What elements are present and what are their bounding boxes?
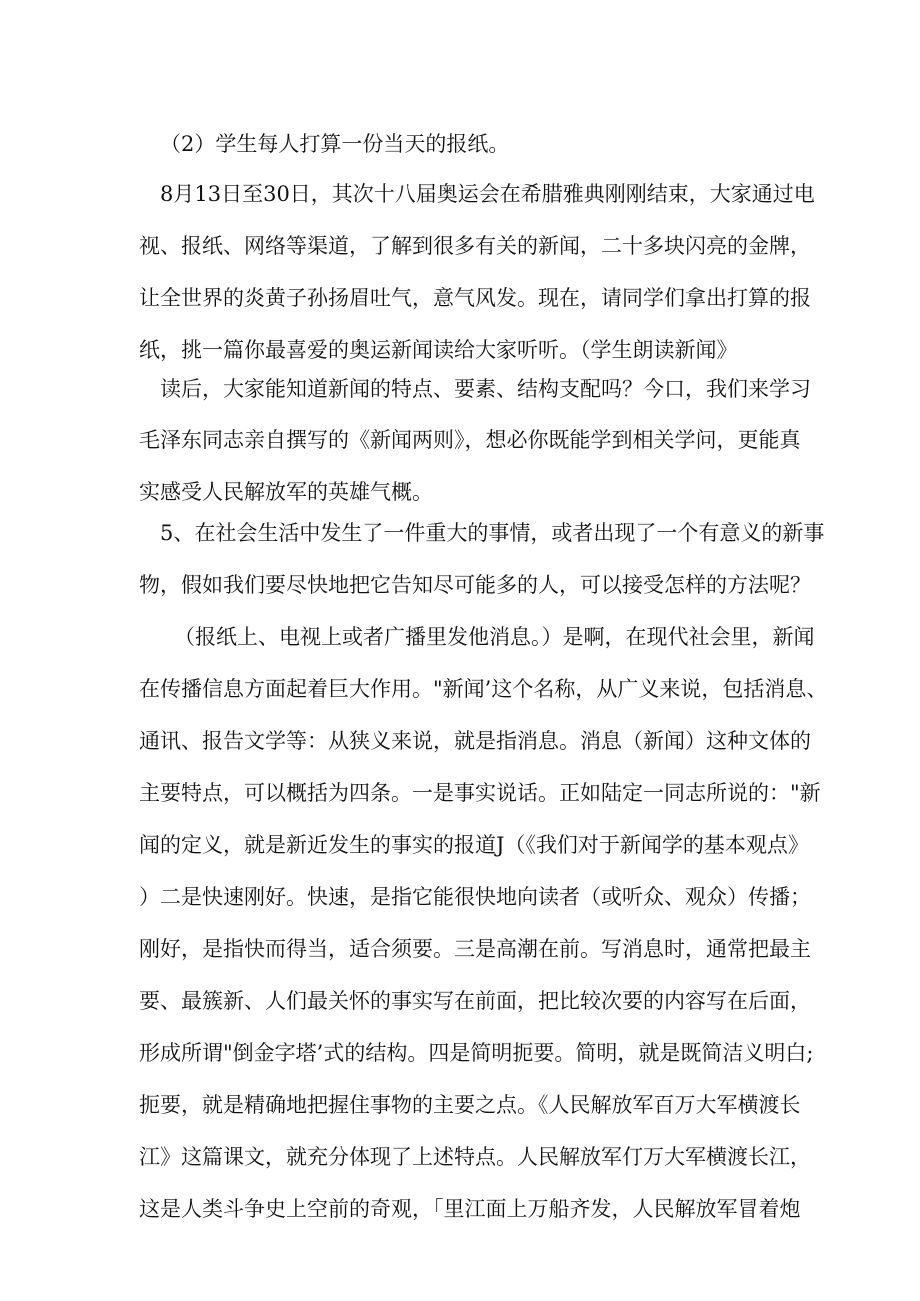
text-line: 刚好，是指快而得当，适合须要。三是高潮在前。写消息时，通常把最主 xyxy=(139,937,811,961)
text-line: 让全世界的炎黄子孙扬眉吐气，意气风发。现在，请同学们拿出打算的报 xyxy=(139,286,811,310)
text-line: （报纸上、电视上或者广播里发他消息。）是啊，在现代社会里，新闻 xyxy=(174,625,815,649)
text-line: 物，假如我们要尽快地把它告知尽可能多的人，可以接受怎样的方法呢？ xyxy=(139,573,811,597)
text-line: 毛泽东同志亲自撰写的《新闻两则》，想必你既能学到相关学问，更能真 xyxy=(139,428,801,452)
text-line: 在传播信息方面起着巨大作用。"新闻’这个名称，从广义来说，包括消息、 xyxy=(139,677,828,701)
text-line: 形成所谓"倒金字塔’式的结构。四是简明扼要。简明，就是既简洁义明白; xyxy=(139,1041,814,1065)
text-line: 5、在社会生活中发生了一件重大的事情，或者出现了一个有意义的新事 xyxy=(160,521,825,545)
text-line: 扼要，就是精确地把握住事物的主要之点。《人民解放军百万大军横渡长 xyxy=(139,1093,801,1117)
text-line: 这是人类斗争史上空前的奇观，「里江面上万船齐发，人民解放军冒着炮 xyxy=(139,1197,801,1221)
text-line: 主要特点，可以概括为四条。一是事实说话。正如陆定一同志所说的："新 xyxy=(139,781,821,805)
text-line: 通讯、报告文学等：从狭义来说，就是指消息。消息（新闻）这种文体的 xyxy=(139,729,811,753)
text-line: 闻的定义，就是新近发生的事实的报道J（《我们对于新闻学的基本观点》 xyxy=(139,833,809,857)
text-line: 纸，挑一篇你最喜爱的奥运新闻读给大家听听。（学生朗读新闻》 xyxy=(139,338,738,362)
text-line: 8月13日至30日，其次十八届奥运会在希腊雅典刚刚结束，大家通过电 xyxy=(160,182,815,206)
text-line: 实感受人民解放军的英雄气概。 xyxy=(139,480,433,504)
text-line: 读后，大家能知道新闻的特点、要素、结构支配吗？今口，我们来学习 xyxy=(160,377,811,401)
text-line: ）二是快速刚好。快速，是指它能很快地向读者（或听众、观众）传播； xyxy=(139,885,811,909)
text-line: 江》这篇课文，就充分体现了上述特点。人民解放军仃万大军横渡长江， xyxy=(139,1145,811,1169)
text-line: （2）学生每人打算一份当天的报纸。 xyxy=(160,132,510,156)
text-line: 视、报纸、网络等渠道，了解到很多有关的新闻，二十多块闪亮的金牌， xyxy=(139,234,811,258)
text-line: 要、最簇新、人们最关怀的事实写在前面，把比较次要的内容写在后面， xyxy=(139,989,811,1013)
